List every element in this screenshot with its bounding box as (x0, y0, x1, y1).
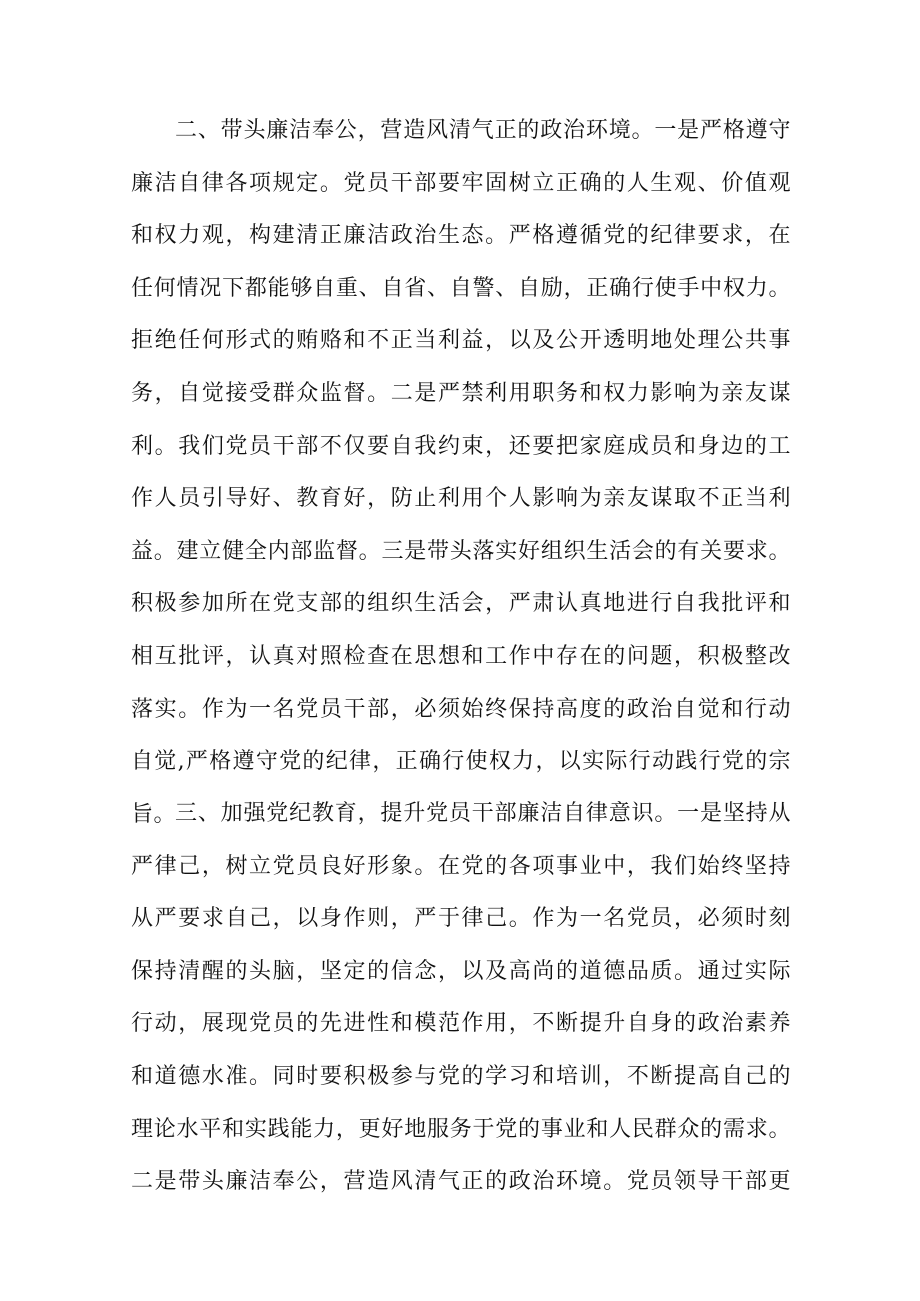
text-line: 自觉,严格遵守党的纪律，正确行使权力，以实际行动践行党的宗 (131, 749, 791, 775)
paragraph-discipline-education (131, 795, 791, 1216)
text-line: 相互批评，认真对照检查在思想和工作中存在的问题，积极整改 (131, 643, 791, 669)
text-line: 行动，展现党员的先进性和模范作用，不断提升自身的政治素养 (131, 1011, 791, 1037)
text-line: 和权力观，构建清正廉洁政治生态。严格遵循党的纪律要求，在 (131, 223, 791, 249)
text-line: 落实。作为一名党员干部，必须始终保持高度的政治自觉和行动 (131, 696, 791, 722)
text-line: 积极参加所在党支部的组织生活会，严肃认真地进行自我批评和 (131, 591, 791, 617)
text-line: 旨。 (131, 801, 177, 827)
text-line: 益。建立健全内部监督。三是带头落实好组织生活会的有关要求。 (131, 538, 791, 564)
text-line: 作人员引导好、教育好，防止利用个人影响为亲友谋取不正当利 (131, 486, 791, 512)
text-line: 务，自觉接受群众监督。二是严禁利用职务和权力影响为亲友谋 (131, 380, 791, 406)
text-line: 利。我们党员干部不仅要自我约束，还要把家庭成员和身边的工 (131, 433, 791, 459)
text-line: 三、加强党纪教育，提升党员干部廉洁自律意识。一是坚持从 (175, 801, 791, 826)
text-line: 和道德水准。同时要积极参与党的学习和培训，不断提高自己的 (131, 1063, 791, 1089)
paragraph-integrity (131, 112, 791, 848)
text-line: 任何情况下都能够自重、自省、自警、自励，正确行使手中权力。 (131, 275, 791, 301)
text-line: 严律己，树立党员良好形象。在党的各项事业中，我们始终坚持 (131, 853, 791, 879)
text-line: 理论水平和实践能力，更好地服务于党的事业和人民群众的需求。 (131, 1116, 791, 1142)
text-line: 二是带头廉洁奉公，营造风清气正的政治环境。党员领导干部更 (131, 1169, 791, 1195)
text-line: 保持清醒的头脑，坚定的信念，以及高尚的道德品质。通过实际 (131, 958, 791, 984)
text-line: 廉洁自律各项规定。党员干部要牢固树立正确的人生观、价值观 (131, 170, 791, 196)
text-line: 从严要求自己，以身作则，严于律己。作为一名党员，必须时刻 (131, 906, 791, 932)
text-line: 拒绝任何形式的贿赂和不正当利益，以及公开透明地处理公共事 (131, 328, 791, 354)
text-line: 二、带头廉洁奉公，营造风清气正的政治环境。一是严格遵守 (175, 118, 791, 143)
